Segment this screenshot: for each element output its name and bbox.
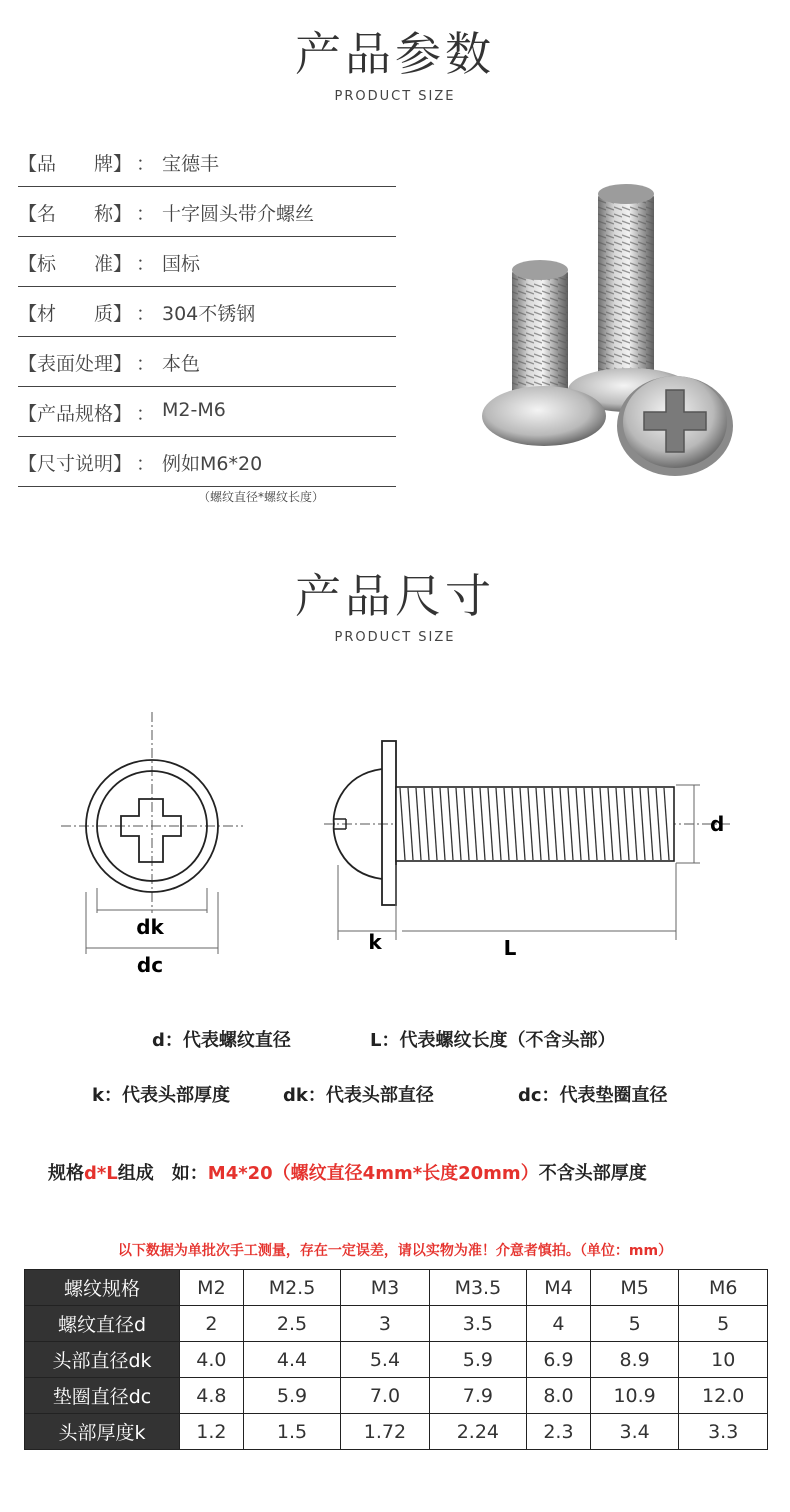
screw-head-front [617,376,733,476]
table-row [25,1306,768,1342]
spec-separator: ： [136,453,156,475]
spec-row-finish [18,337,396,387]
spec-key: 【尺寸说明】 [18,453,133,475]
spec-row-brand [18,137,396,187]
spec-key: 【名 称】 [18,203,133,225]
spec-key: 【材 质】 [18,303,133,325]
spec-value: 304不锈钢 [162,303,256,325]
table-cell: 2.3 [527,1414,591,1450]
spec-value: 十字圆头带介螺丝 [162,203,315,225]
table-cell: 5.9 [243,1378,340,1414]
legend-L: L：代表螺纹长度（不含头部） [370,1030,616,1051]
spec-value: 本色 [162,353,201,375]
measurement-warning: 以下数据为单批次手工测量，存在一定误差，请以实物为准！介意者慎拍。（单位：mm） [117,1243,673,1259]
legend-dk: dk：代表头部直径 [283,1085,434,1106]
section-subtitle-params: PRODUCT SIZE [334,89,456,104]
table-cell: 7.0 [341,1378,430,1414]
washer-profile [382,741,396,905]
table-cell: 3.3 [679,1414,768,1450]
legend-k: k：代表头部厚度 [92,1085,230,1106]
section-subtitle-size: PRODUCT SIZE [334,630,456,645]
table-cell: 5.4 [341,1342,430,1378]
spec-row-size [18,437,396,487]
label-L: L [503,936,517,960]
spec-key: 【品 牌】 [18,153,133,175]
row-header: 螺纹规格 [25,1270,180,1306]
table-cell: M5 [590,1270,679,1306]
spec-row-material [18,287,396,337]
spec-row-name [18,187,396,237]
spec-key: 【标 准】 [18,253,133,275]
table-cell: 2.5 [243,1306,340,1342]
table-cell: 1.2 [180,1414,244,1450]
table-cell: M2 [180,1270,244,1306]
spec-composition-line [48,1159,647,1185]
spec-value: 例如M6*20 [162,453,263,475]
section-title-size: 产品尺寸 [295,569,495,623]
table-cell: M3 [341,1270,430,1306]
table-cell: 4.8 [180,1378,244,1414]
spec-separator: ： [136,303,156,325]
table-cell: 4.0 [180,1342,244,1378]
spec-value: 国标 [162,253,201,275]
spec-line-part-e: 不含头部厚度 [538,1163,647,1184]
table-cell: 4 [527,1306,591,1342]
section-title-params: 产品参数 [295,27,495,81]
table-cell: 3.5 [429,1306,526,1342]
legend-dc: dc：代表垫圈直径 [518,1085,668,1106]
spec-separator: ： [136,203,156,225]
spec-line-part-a: 规格 [48,1163,84,1184]
row-header: 垫圈直径dc [25,1378,180,1414]
label-dc: dc [136,953,164,977]
table-cell: 3 [341,1306,430,1342]
dimension-table [24,1269,768,1450]
table-cell: M3.5 [429,1270,526,1306]
diagram-side-view [320,735,740,965]
table-cell: 4.4 [243,1342,340,1378]
spec-row-standard [18,237,396,287]
table-row [25,1414,768,1450]
table-cell: M4 [527,1270,591,1306]
phillips-recess [121,799,181,862]
spec-separator: ： [136,353,156,375]
label-dk: dk [136,915,164,939]
legend-d: d：代表螺纹直径 [152,1030,291,1051]
table-cell: 7.9 [429,1378,526,1414]
table-cell: 8.9 [590,1342,679,1378]
table-cell: 8.0 [527,1378,591,1414]
spec-line-part-c: 组成 如： [117,1163,208,1184]
spec-separator: ： [136,153,156,175]
row-header: 螺纹直径d [25,1306,180,1342]
spec-key: 【产品规格】 [18,403,133,425]
product-photo [470,178,750,488]
table-cell: 12.0 [679,1378,768,1414]
spec-separator: ： [136,403,156,425]
table-row [25,1378,768,1414]
table-row [25,1270,768,1306]
row-header: 头部厚度k [25,1414,180,1450]
spec-value: 宝德丰 [162,153,220,175]
table-cell: 5 [590,1306,679,1342]
table-cell: 10.9 [590,1378,679,1414]
screw-short [482,260,606,446]
spec-row-spec [18,387,396,437]
spec-line-example: M4*20（螺纹直径4mm*长度20mm） [207,1163,539,1184]
label-d: d [710,812,725,836]
table-cell: M6 [679,1270,768,1306]
table-cell: 6.9 [527,1342,591,1378]
table-cell: M2.5 [243,1270,340,1306]
diagram-top-view [55,708,255,978]
label-k: k [368,930,382,954]
table-cell: 5 [679,1306,768,1342]
spec-key: 【表面处理】 [18,353,133,375]
table-cell: 10 [679,1342,768,1378]
table-cell: 5.9 [429,1342,526,1378]
table-cell: 2 [180,1306,244,1342]
spec-note: （螺纹直径*螺纹长度） [198,490,325,504]
table-row [25,1342,768,1378]
table-cell: 1.5 [243,1414,340,1450]
table-cell: 2.24 [429,1414,526,1450]
row-header: 头部直径dk [25,1342,180,1378]
table-cell: 1.72 [341,1414,430,1450]
spec-value: M2-M6 [162,399,226,421]
spec-line-part-b: d*L [84,1163,118,1184]
spec-separator: ： [136,253,156,275]
table-cell: 3.4 [590,1414,679,1450]
